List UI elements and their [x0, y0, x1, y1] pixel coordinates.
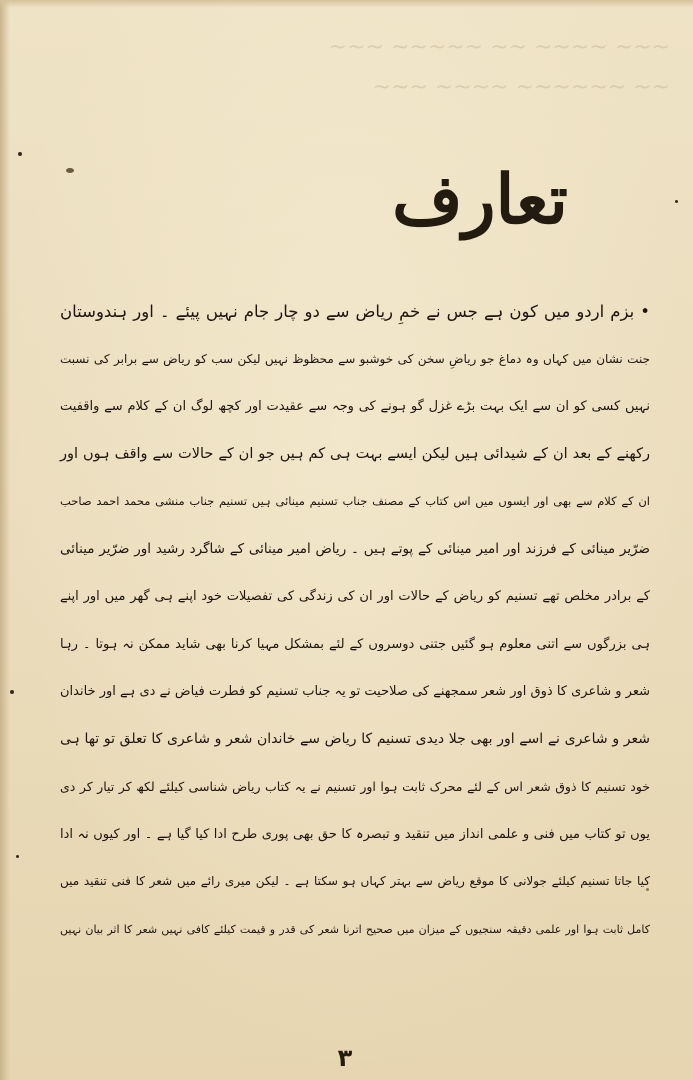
page-spine-shadow [0, 0, 10, 1080]
page-top-edge [0, 0, 693, 8]
page-number: ۳ [337, 1044, 353, 1072]
text-line: • بزم اردو میں کون ہے جس نے خمِ ریاض سے دو چار جام نہیں پیئے ۔ اور ہندوستان [60, 302, 650, 321]
text-line: کے برادر مخلص تھے تسنیم کو ریاض کے حالات اور ان کی زندگی کی تفصیلات خود اپنے ہی گھر میں اور اپنے [60, 589, 650, 604]
ink-speck [10, 690, 14, 694]
text-line: خود تسنیم کا ذوق شعر اس کے لئے محرک ثابت ہوا اور تسنیم نے یہ کتاب ریاض شناسی کیلئے لکھ کر تیار کر دی [60, 779, 650, 794]
text-line: رکھنے کے بعد ان کے شیدائی ہیں لیکن ایسے بہت ہی کم ہیں جو ان کے حالات سے واقف ہوں اور [60, 445, 650, 462]
ink-speck [675, 200, 678, 203]
text-line: شعر و شاعری نے اسے اور بھی جلا دیدی تسنیم کا ریاض سے خاندان شعر و شاعری کا تعلق تو تھا ہی [60, 730, 650, 747]
text-line: یوں تو کتاب میں فنی و علمی انداز میں تنقید و تبصرہ کا حق بھی پوری طرح ادا کیا گیا ہے ۔ اور کیوں نہ ادا [60, 826, 650, 842]
bleed-through-text: ~~~ ~~~~ ~~ ~~~~~ ~~~ ~~ ~~~~~~ ~~~~ ~~~ [328, 35, 670, 100]
ink-speck [18, 152, 22, 156]
ink-speck [66, 168, 74, 173]
text-line: کیا جاتا تسنیم کیلئے جولانی کا موقع ریاض سے بہتر کہاں ہو سکتا ہے ۔ لیکن میری رائے میں شعر کا فنی تنقید میں [60, 874, 650, 888]
text-line: شعر و شاعری کا ذوق اور شعر سمجھنے کی صلاحیت تو یہ جناب تسنیم کو فطرت فیاض نے دی ہے اور خاندان [60, 684, 650, 699]
ink-speck [16, 855, 19, 858]
text-line: ان کے کلام سے بھی اور ایسوں میں اس کتاب کے مصنف جناب تسنیم مینائی ہیں تسنیم جناب منشی محمد احمد صاحب [60, 494, 650, 508]
page-title: تعارف [392, 160, 568, 240]
text-line: کامل ثابت ہوا اور علمی دقیقہ سنجیوں کے میزان میں صحیح اترنا شعر کی قدر و قیمت کیلئے کافی نہیں شعر کا اثر بیان نہیں [60, 922, 650, 936]
text-line: نہیں کسی کو ان سے ایک بہت بڑے غزل گو ہونے کی وجہ سے عقیدت اور کچھ لوگ ان کے کلام سے واقفیت [60, 399, 650, 414]
body-text [60, 288, 650, 953]
text-line: جنت نشان میں کہاں وہ دماغ جو ریاضِ سخن کی خوشبو سے محظوظ نہیں لیکن سب کو ریاض سے برابر کی نسبت [60, 351, 650, 366]
text-line: ضرّیر مینائی کے فرزند اور امیر مینائی کے پوتے ہیں ۔ ریاض امیر مینائی کے شاگرد رشید اور ضرّیر مینائی [60, 540, 650, 557]
ink-speck [646, 888, 649, 891]
text-line: ہی بزرگوں سے اتنی معلوم ہو گئیں جتنی دوسروں کے لئے بمشکل مہیا کرنا بھی شاید ممکن نہ ہوتا ۔ رہا [60, 636, 650, 652]
